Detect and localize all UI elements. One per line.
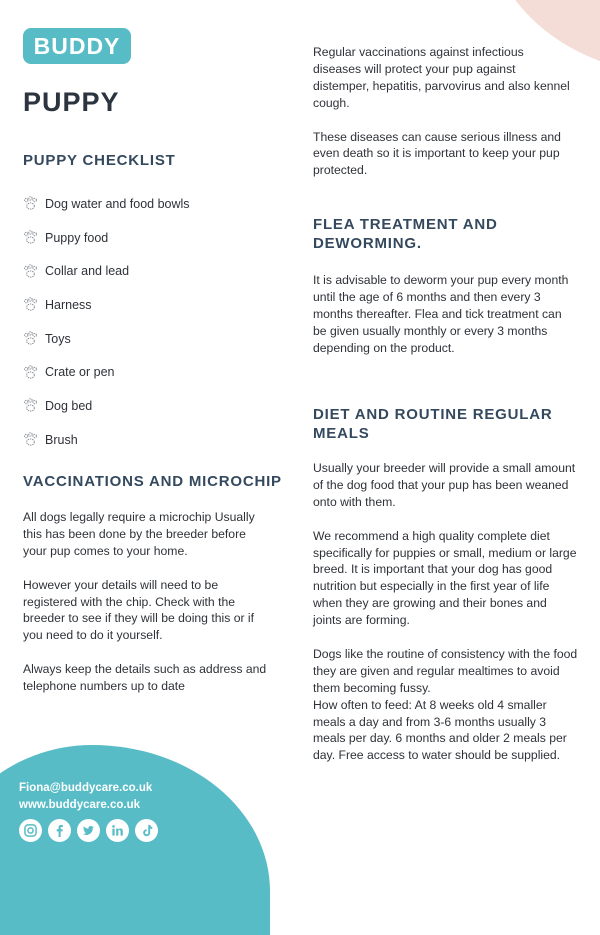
intro-paragraph: These diseases can cause serious illness and even death so it is important to keep your pup protected. xyxy=(313,129,561,178)
diet-paragraph: How often to feed: At 8 weeks old 4 smaller meals a day and from 3-6 months usually 3 meals per day. 6 months and older 2 meals per day. Free access to water should be supplied. xyxy=(313,697,567,763)
instagram-icon[interactable] xyxy=(19,819,42,842)
paw-icon xyxy=(22,364,39,381)
vaccinations-heading: VACCINATIONS AND MICROCHIP xyxy=(23,473,282,490)
twitter-icon[interactable] xyxy=(77,819,100,842)
vaccinations-paragraph: Always keep the details such as address and telephone numbers up to date xyxy=(23,662,267,694)
paw-icon xyxy=(22,296,39,313)
vaccinations-body xyxy=(23,509,273,712)
checklist-item xyxy=(22,322,190,356)
facebook-icon[interactable] xyxy=(48,819,71,842)
intro-paragraph: Regular vaccinations against infectious diseases will protect your pup against distemper, hepatitis, parvovirus and also kennel cough. xyxy=(313,45,570,110)
checklist-item-label: Crate or pen xyxy=(45,365,115,380)
paw-icon xyxy=(22,431,39,448)
paw-icon xyxy=(22,229,39,246)
diet-paragraph: Usually your breeder will provide a small amount of the dog food that your pup has been weaned onto with them. xyxy=(313,461,576,509)
checklist-item xyxy=(22,389,190,423)
checklist-item-label: Collar and lead xyxy=(45,264,130,279)
vaccinations-paragraph: However your details will need to be registered with the chip. Check with the breeder to see if they will be doing this or if you need to do it yourself. xyxy=(23,577,255,643)
flea-paragraph: It is advisable to deworm your pup every month until the age of 6 months and then every 3 months thereafter. Flea and tick treatment can be given usually monthly or every 3 months depending on the product. xyxy=(313,273,569,355)
paw-icon xyxy=(22,195,39,212)
checklist-item xyxy=(22,288,190,322)
contact-block xyxy=(19,780,152,814)
social-links xyxy=(19,819,158,842)
page-title: PUPPY xyxy=(23,87,120,117)
checklist-item xyxy=(22,423,190,457)
checklist-item-label: Harness xyxy=(45,297,92,312)
checklist-item-label: Dog bed xyxy=(45,398,93,413)
diet-heading: DIET AND ROUTINE REGULAR MEALS xyxy=(313,406,553,442)
checklist-item-label: Puppy food xyxy=(45,230,109,245)
paw-icon xyxy=(22,263,39,280)
contact-website[interactable]: www.buddycare.co.uk xyxy=(19,799,140,811)
checklist-item xyxy=(22,221,190,255)
paw-icon xyxy=(22,397,39,414)
buddy-logo: BUDDY xyxy=(23,28,131,64)
diet-body xyxy=(313,460,578,781)
vaccinations-intro xyxy=(313,44,575,196)
diet-paragraph: We recommend a high quality complete diet specifically for puppies or small, medium or large breed. It is important that your dog has good nutrition but especially in the first year of life when they are growing and their bones and joints are forming. xyxy=(313,528,577,628)
contact-email[interactable]: Fiona@buddycare.co.uk xyxy=(19,782,153,794)
puppy-checklist xyxy=(22,187,190,457)
tiktok-icon[interactable] xyxy=(135,819,158,842)
checklist-heading: PUPPY CHECKLIST xyxy=(23,152,176,169)
checklist-item xyxy=(22,355,190,389)
flea-body xyxy=(313,272,573,373)
checklist-item-label: Brush xyxy=(45,432,78,447)
checklist-item xyxy=(22,254,190,288)
linkedin-icon[interactable] xyxy=(106,819,129,842)
vaccinations-paragraph: All dogs legally require a microchip Usually this has been done by the breeder before your pup comes to your home. xyxy=(23,510,255,558)
checklist-item-label: Toys xyxy=(45,331,71,346)
flea-heading: FLEA TREATMENT AND DEWORMING. xyxy=(313,216,498,252)
checklist-item-label: Dog water and food bowls xyxy=(45,196,190,211)
checklist-item xyxy=(22,187,190,221)
paw-icon xyxy=(22,330,39,347)
diet-paragraph: Dogs like the routine of consistency with the food they are given and regular mealtimes to avoid them becoming fussy. xyxy=(313,646,578,695)
